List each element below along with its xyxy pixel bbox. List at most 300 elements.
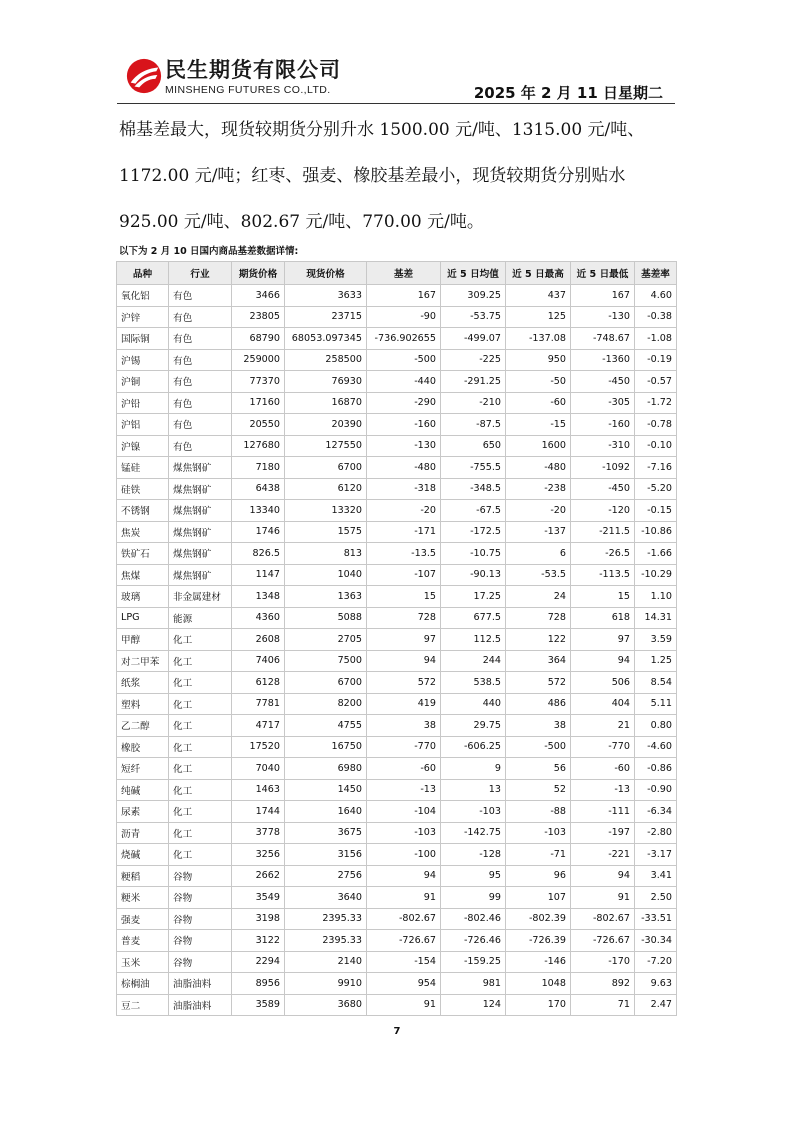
table-cell: 化工 xyxy=(169,715,232,737)
report-date: 2025 年 2 月 11 日星期二 xyxy=(473,84,663,102)
table-cell: -60 xyxy=(506,392,571,414)
table-cell: 2662 xyxy=(232,865,285,887)
table-cell: 16870 xyxy=(285,392,367,414)
table-cell: -60 xyxy=(571,758,635,780)
table-cell: -120 xyxy=(571,500,635,522)
table-cell: -480 xyxy=(367,457,441,479)
column-header: 近 5 日最低 xyxy=(571,262,635,285)
table-cell: -726.67 xyxy=(571,930,635,952)
table-cell: 15 xyxy=(367,586,441,608)
table-cell: 2608 xyxy=(232,629,285,651)
table-cell: 77370 xyxy=(232,371,285,393)
table-cell: 谷物 xyxy=(169,951,232,973)
table-cell: 4.60 xyxy=(635,285,677,307)
table-cell: 29.75 xyxy=(441,715,506,737)
table-cell: -726.39 xyxy=(506,930,571,952)
table-cell: 170 xyxy=(506,994,571,1016)
table-cell: 沪锌 xyxy=(117,306,169,328)
table-cell: 1048 xyxy=(506,973,571,995)
table-row xyxy=(117,392,677,414)
table-cell: 38 xyxy=(506,715,571,737)
table-cell: 7500 xyxy=(285,650,367,672)
table-cell: 玉米 xyxy=(117,951,169,973)
table-cell: 化工 xyxy=(169,844,232,866)
table-cell: 0.80 xyxy=(635,715,677,737)
table-cell: -770 xyxy=(367,736,441,758)
table-cell: 棕榈油 xyxy=(117,973,169,995)
table-cell: -170 xyxy=(571,951,635,973)
table-cell: 3589 xyxy=(232,994,285,1016)
table-cell: 3122 xyxy=(232,930,285,952)
table-row xyxy=(117,328,677,350)
table-cell: 259000 xyxy=(232,349,285,371)
table-cell: 硅铁 xyxy=(117,478,169,500)
table-cell: -318 xyxy=(367,478,441,500)
table-row xyxy=(117,844,677,866)
table-cell: 20550 xyxy=(232,414,285,436)
table-cell: -1.08 xyxy=(635,328,677,350)
column-header: 期货价格 xyxy=(232,262,285,285)
table-cell: 728 xyxy=(506,607,571,629)
table-cell: 2395.33 xyxy=(285,930,367,952)
table-cell: 3549 xyxy=(232,887,285,909)
table-cell: 强麦 xyxy=(117,908,169,930)
company-name-cn: 民生期货有限公司 xyxy=(165,58,341,82)
table-cell: -53.5 xyxy=(506,564,571,586)
table-cell: -90.13 xyxy=(441,564,506,586)
table-cell: 17.25 xyxy=(441,586,506,608)
table-row xyxy=(117,822,677,844)
table-cell: 68790 xyxy=(232,328,285,350)
table-cell: -736.902655 xyxy=(367,328,441,350)
table-cell: -305 xyxy=(571,392,635,414)
table-cell: -0.10 xyxy=(635,435,677,457)
table-cell: -104 xyxy=(367,801,441,823)
table-cell: 440 xyxy=(441,693,506,715)
table-row xyxy=(117,478,677,500)
table-row xyxy=(117,371,677,393)
table-cell: 167 xyxy=(367,285,441,307)
table-cell: 化工 xyxy=(169,736,232,758)
table-cell: 8956 xyxy=(232,973,285,995)
company-logo xyxy=(125,57,365,101)
table-cell: 谷物 xyxy=(169,887,232,909)
table-cell: 38 xyxy=(367,715,441,737)
table-cell: 7180 xyxy=(232,457,285,479)
table-cell: -15 xyxy=(506,414,571,436)
header-divider xyxy=(117,103,675,104)
paragraph-line: 1172.00 元/吨；红枣、强麦、橡胶基差最小，现货较期货分别贴水 xyxy=(119,166,626,186)
table-cell: 纸浆 xyxy=(117,672,169,694)
table-cell: 13340 xyxy=(232,500,285,522)
table-cell: -0.38 xyxy=(635,306,677,328)
table-cell: -113.5 xyxy=(571,564,635,586)
table-cell: 国际铜 xyxy=(117,328,169,350)
table-cell: 2705 xyxy=(285,629,367,651)
table-row xyxy=(117,865,677,887)
company-name-en: MINSHENG FUTURES CO.,LTD. xyxy=(165,84,331,96)
table-cell: 3680 xyxy=(285,994,367,1016)
table-cell: 油脂油料 xyxy=(169,994,232,1016)
table-cell: -1092 xyxy=(571,457,635,479)
basis-data-table xyxy=(116,261,677,1016)
table-cell: 125 xyxy=(506,306,571,328)
table-cell: -142.75 xyxy=(441,822,506,844)
table-cell: 油脂油料 xyxy=(169,973,232,995)
table-row xyxy=(117,629,677,651)
table-cell: 对二甲苯 xyxy=(117,650,169,672)
table-cell: -103 xyxy=(367,822,441,844)
table-cell: 塑料 xyxy=(117,693,169,715)
table-cell: 有色 xyxy=(169,371,232,393)
table-cell: 364 xyxy=(506,650,571,672)
table-row xyxy=(117,414,677,436)
table-cell: 68053.097345 xyxy=(285,328,367,350)
table-row xyxy=(117,758,677,780)
table-cell: 短纤 xyxy=(117,758,169,780)
table-row xyxy=(117,693,677,715)
table-cell: 沥青 xyxy=(117,822,169,844)
table-cell: 烧碱 xyxy=(117,844,169,866)
table-cell: -107 xyxy=(367,564,441,586)
table-cell: 124 xyxy=(441,994,506,1016)
table-row xyxy=(117,930,677,952)
table-cell: 7781 xyxy=(232,693,285,715)
table-cell: 94 xyxy=(367,865,441,887)
table-cell: 950 xyxy=(506,349,571,371)
table-cell: 玻璃 xyxy=(117,586,169,608)
table-cell: -137.08 xyxy=(506,328,571,350)
table-cell: 煤焦钢矿 xyxy=(169,478,232,500)
table-cell: 焦煤 xyxy=(117,564,169,586)
table-row xyxy=(117,908,677,930)
table-cell: -802.46 xyxy=(441,908,506,930)
table-cell: 572 xyxy=(367,672,441,694)
table-cell: -71 xyxy=(506,844,571,866)
table-cell: -238 xyxy=(506,478,571,500)
table-cell: 20390 xyxy=(285,414,367,436)
table-cell: 99 xyxy=(441,887,506,909)
table-cell: 8.54 xyxy=(635,672,677,694)
table-cell: 谷物 xyxy=(169,908,232,930)
table-cell: 1348 xyxy=(232,586,285,608)
table-cell: 1450 xyxy=(285,779,367,801)
column-header: 近 5 日均值 xyxy=(441,262,506,285)
table-cell: 7406 xyxy=(232,650,285,672)
table-cell: 1463 xyxy=(232,779,285,801)
table-cell: -480 xyxy=(506,457,571,479)
table-cell: 6120 xyxy=(285,478,367,500)
table-cell: -171 xyxy=(367,521,441,543)
table-cell: 3633 xyxy=(285,285,367,307)
table-cell: -172.5 xyxy=(441,521,506,543)
table-cell: -802.67 xyxy=(367,908,441,930)
table-cell: 71 xyxy=(571,994,635,1016)
table-cell: -1.66 xyxy=(635,543,677,565)
table-cell: 6980 xyxy=(285,758,367,780)
table-cell: 煤焦钢矿 xyxy=(169,564,232,586)
table-cell: 813 xyxy=(285,543,367,565)
table-cell: 煤焦钢矿 xyxy=(169,521,232,543)
table-cell: 6700 xyxy=(285,457,367,479)
table-cell: 纯碱 xyxy=(117,779,169,801)
table-cell: 4717 xyxy=(232,715,285,737)
table-cell: -128 xyxy=(441,844,506,866)
table-row xyxy=(117,349,677,371)
table-cell: -2.80 xyxy=(635,822,677,844)
table-cell: -160 xyxy=(367,414,441,436)
table-cell: 94 xyxy=(367,650,441,672)
table-cell: -159.25 xyxy=(441,951,506,973)
table-cell: 非金属建材 xyxy=(169,586,232,608)
table-row xyxy=(117,779,677,801)
table-cell: 3466 xyxy=(232,285,285,307)
table-cell: -755.5 xyxy=(441,457,506,479)
table-cell: 52 xyxy=(506,779,571,801)
table-cell: 3778 xyxy=(232,822,285,844)
table-row xyxy=(117,887,677,909)
table-cell: 1040 xyxy=(285,564,367,586)
table-cell: 127680 xyxy=(232,435,285,457)
table-cell: -60 xyxy=(367,758,441,780)
table-cell: 13320 xyxy=(285,500,367,522)
table-cell: 404 xyxy=(571,693,635,715)
table-cell: 化工 xyxy=(169,779,232,801)
table-cell: -137 xyxy=(506,521,571,543)
table-cell: 煤焦钢矿 xyxy=(169,457,232,479)
table-cell: -13 xyxy=(571,779,635,801)
table-cell: -211.5 xyxy=(571,521,635,543)
table-cell: -103 xyxy=(506,822,571,844)
table-cell: 3675 xyxy=(285,822,367,844)
table-cell: 乙二醇 xyxy=(117,715,169,737)
table-cell: 有色 xyxy=(169,328,232,350)
table-cell: 23805 xyxy=(232,306,285,328)
table-cell: 豆二 xyxy=(117,994,169,1016)
table-cell: 焦炭 xyxy=(117,521,169,543)
table-row xyxy=(117,500,677,522)
column-header: 现货价格 xyxy=(285,262,367,285)
table-header-row xyxy=(117,262,677,285)
table-cell: 826.5 xyxy=(232,543,285,565)
table-cell: -10.86 xyxy=(635,521,677,543)
table-cell: 4360 xyxy=(232,607,285,629)
table-cell: 2294 xyxy=(232,951,285,973)
table-cell: -726.46 xyxy=(441,930,506,952)
table-cell: -20 xyxy=(506,500,571,522)
table-cell: LPG xyxy=(117,607,169,629)
table-cell: -90 xyxy=(367,306,441,328)
table-cell: 17160 xyxy=(232,392,285,414)
column-header: 基差 xyxy=(367,262,441,285)
table-cell: -440 xyxy=(367,371,441,393)
table-cell: -13 xyxy=(367,779,441,801)
table-cell: 有色 xyxy=(169,414,232,436)
table-cell: 1363 xyxy=(285,586,367,608)
table-cell: -0.57 xyxy=(635,371,677,393)
table-cell: 981 xyxy=(441,973,506,995)
table-cell: 谷物 xyxy=(169,865,232,887)
table-cell: -802.39 xyxy=(506,908,571,930)
table-cell: 不锈钢 xyxy=(117,500,169,522)
table-cell: -1.72 xyxy=(635,392,677,414)
table-cell: -802.67 xyxy=(571,908,635,930)
table-cell: 谷物 xyxy=(169,930,232,952)
table-cell: -50 xyxy=(506,371,571,393)
table-cell: 95 xyxy=(441,865,506,887)
table-cell: 419 xyxy=(367,693,441,715)
table-cell: 23715 xyxy=(285,306,367,328)
table-cell: 9 xyxy=(441,758,506,780)
table-cell: -291.25 xyxy=(441,371,506,393)
table-cell: -748.67 xyxy=(571,328,635,350)
table-cell: 9910 xyxy=(285,973,367,995)
table-cell: 94 xyxy=(571,650,635,672)
table-cell: -7.16 xyxy=(635,457,677,479)
table-cell: 107 xyxy=(506,887,571,909)
table-cell: 沪铝 xyxy=(117,414,169,436)
table-cell: 1.25 xyxy=(635,650,677,672)
table-cell: 有色 xyxy=(169,435,232,457)
table-cell: 650 xyxy=(441,435,506,457)
table-cell: 9.63 xyxy=(635,973,677,995)
table-cell: -26.5 xyxy=(571,543,635,565)
table-cell: -130 xyxy=(571,306,635,328)
column-header: 行业 xyxy=(169,262,232,285)
table-cell: 1640 xyxy=(285,801,367,823)
table-cell: 6438 xyxy=(232,478,285,500)
table-cell: -1360 xyxy=(571,349,635,371)
table-cell: 2756 xyxy=(285,865,367,887)
table-row xyxy=(117,650,677,672)
table-cell: 1746 xyxy=(232,521,285,543)
table-cell: 3198 xyxy=(232,908,285,930)
paragraph-line: 棉基差最大，现货较期货分别升水 1500.00 元/吨、1315.00 元/吨、 xyxy=(119,120,645,140)
table-cell: 122 xyxy=(506,629,571,651)
table-cell: 3640 xyxy=(285,887,367,909)
table-cell: 96 xyxy=(506,865,571,887)
table-cell: -348.5 xyxy=(441,478,506,500)
table-cell: 2.50 xyxy=(635,887,677,909)
table-cell: -221 xyxy=(571,844,635,866)
table-cell: 112.5 xyxy=(441,629,506,651)
body-paragraph xyxy=(119,107,679,245)
table-cell: -4.60 xyxy=(635,736,677,758)
table-cell: 94 xyxy=(571,865,635,887)
table-cell: 14.31 xyxy=(635,607,677,629)
table-cell: 有色 xyxy=(169,285,232,307)
table-cell: -0.86 xyxy=(635,758,677,780)
table-cell: 13 xyxy=(441,779,506,801)
table-cell: 煤焦钢矿 xyxy=(169,543,232,565)
table-cell: -770 xyxy=(571,736,635,758)
table-cell: -88 xyxy=(506,801,571,823)
table-cell: 309.25 xyxy=(441,285,506,307)
table-cell: 沪锡 xyxy=(117,349,169,371)
table-row xyxy=(117,715,677,737)
table-cell: 沪铜 xyxy=(117,371,169,393)
table-cell: 17520 xyxy=(232,736,285,758)
table-cell: 76930 xyxy=(285,371,367,393)
table-cell: -290 xyxy=(367,392,441,414)
table-cell: -0.78 xyxy=(635,414,677,436)
table-cell: -67.5 xyxy=(441,500,506,522)
table-cell: -30.34 xyxy=(635,930,677,952)
table-row xyxy=(117,306,677,328)
table-cell: 3156 xyxy=(285,844,367,866)
table-cell: 6 xyxy=(506,543,571,565)
table-cell: 3256 xyxy=(232,844,285,866)
table-cell: 化工 xyxy=(169,629,232,651)
table-cell: 7040 xyxy=(232,758,285,780)
table-cell: -100 xyxy=(367,844,441,866)
table-cell: 有色 xyxy=(169,306,232,328)
table-cell: 煤焦钢矿 xyxy=(169,500,232,522)
table-cell: 16750 xyxy=(285,736,367,758)
table-cell: 167 xyxy=(571,285,635,307)
table-cell: 有色 xyxy=(169,392,232,414)
table-cell: -500 xyxy=(367,349,441,371)
table-cell: 有色 xyxy=(169,349,232,371)
table-cell: -87.5 xyxy=(441,414,506,436)
table-cell: 127550 xyxy=(285,435,367,457)
page-number: 7 xyxy=(393,1026,401,1037)
table-row xyxy=(117,801,677,823)
table-cell: 化工 xyxy=(169,650,232,672)
table-cell: 5.11 xyxy=(635,693,677,715)
table-cell: 锰硅 xyxy=(117,457,169,479)
table-cell: 677.5 xyxy=(441,607,506,629)
table-row xyxy=(117,285,677,307)
table-row xyxy=(117,736,677,758)
table-row xyxy=(117,607,677,629)
table-cell: 892 xyxy=(571,973,635,995)
table-cell: -146 xyxy=(506,951,571,973)
table-cell: 437 xyxy=(506,285,571,307)
table-row xyxy=(117,457,677,479)
table-cell: 粳稻 xyxy=(117,865,169,887)
table-caption: 以下为 2 月 10 日国内商品基差数据详情: xyxy=(119,246,299,257)
table-cell: -726.67 xyxy=(367,930,441,952)
minsheng-logo-icon xyxy=(125,57,163,95)
table-cell: 506 xyxy=(571,672,635,694)
table-cell: -310 xyxy=(571,435,635,457)
table-cell: -154 xyxy=(367,951,441,973)
table-cell: 橡胶 xyxy=(117,736,169,758)
table-cell: 56 xyxy=(506,758,571,780)
table-cell: 化工 xyxy=(169,822,232,844)
table-cell: 97 xyxy=(367,629,441,651)
table-cell: 91 xyxy=(367,887,441,909)
table-cell: -0.19 xyxy=(635,349,677,371)
table-cell: -10.75 xyxy=(441,543,506,565)
table-row xyxy=(117,586,677,608)
table-cell: -13.5 xyxy=(367,543,441,565)
table-cell: -197 xyxy=(571,822,635,844)
table-cell: -6.34 xyxy=(635,801,677,823)
table-cell: -450 xyxy=(571,371,635,393)
table-row xyxy=(117,543,677,565)
table-cell: -20 xyxy=(367,500,441,522)
table-cell: 954 xyxy=(367,973,441,995)
table-cell: -450 xyxy=(571,478,635,500)
table-cell: 486 xyxy=(506,693,571,715)
table-cell: -210 xyxy=(441,392,506,414)
table-cell: 538.5 xyxy=(441,672,506,694)
table-cell: 铁矿石 xyxy=(117,543,169,565)
paragraph-line: 925.00 元/吨、802.67 元/吨、770.00 元/吨。 xyxy=(119,212,484,232)
table-row xyxy=(117,951,677,973)
